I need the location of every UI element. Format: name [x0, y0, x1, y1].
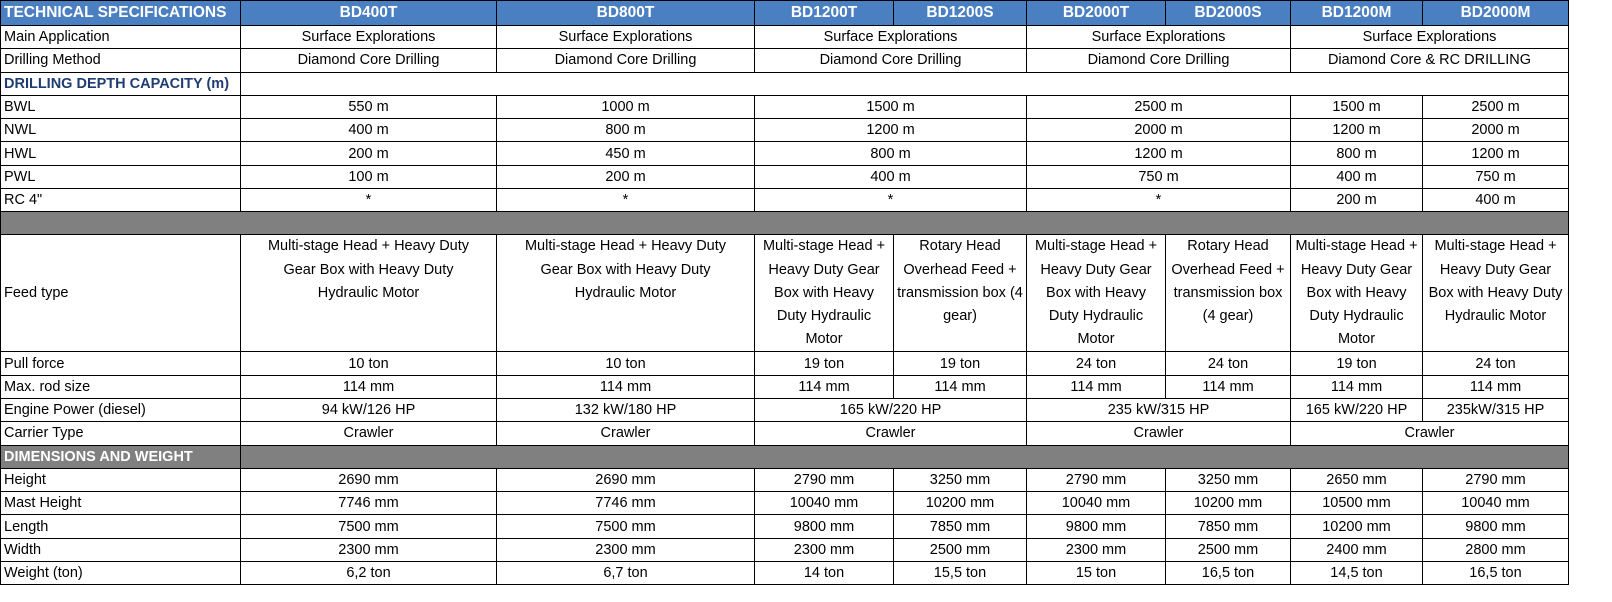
- table-cell: 10500 mm: [1291, 492, 1423, 515]
- section-title: DRILLING DEPTH CAPACITY (m): [1, 72, 241, 95]
- table-cell: Rotary Head Overhead Feed + transmission box (4 gear): [894, 235, 1027, 352]
- table-cell: 450 m: [497, 142, 755, 165]
- table-cell: 9800 mm: [755, 515, 894, 538]
- row-label: Weight (ton): [1, 562, 241, 585]
- table-cell: 2300 mm: [1027, 538, 1166, 561]
- table-cell: 750 m: [1423, 165, 1569, 188]
- model-header: BD2000M: [1423, 1, 1569, 26]
- table-cell: 2500 mm: [894, 538, 1027, 561]
- table-cell: 7500 mm: [241, 515, 497, 538]
- table-cell: 15,5 ton: [894, 562, 1027, 585]
- table-row: [1, 538, 1569, 561]
- table-cell: 2500 mm: [1166, 538, 1291, 561]
- section-fill: [241, 445, 1569, 468]
- table-cell: 1500 m: [1291, 95, 1423, 118]
- table-cell: 200 m: [497, 165, 755, 188]
- header-row: [1, 1, 1569, 26]
- table-row: [1, 189, 1569, 212]
- table-cell: 800 m: [1291, 142, 1423, 165]
- table-cell: Crawler: [1291, 422, 1569, 445]
- table-cell: 16,5 ton: [1423, 562, 1569, 585]
- table-cell: 9800 mm: [1423, 515, 1569, 538]
- row-label: Main Application: [1, 26, 241, 49]
- table-cell: 132 kW/180 HP: [497, 398, 755, 421]
- table-cell: 200 m: [1291, 189, 1423, 212]
- table-cell: 235 kW/315 HP: [1027, 398, 1291, 421]
- model-header: BD1200S: [894, 1, 1027, 26]
- row-label: Feed type: [1, 235, 241, 352]
- table-cell: 800 m: [755, 142, 1027, 165]
- table-cell: 114 mm: [755, 375, 894, 398]
- table-cell: 114 mm: [1291, 375, 1423, 398]
- table-row: [1, 352, 1569, 375]
- table-cell: 200 m: [241, 142, 497, 165]
- table-cell: 14,5 ton: [1291, 562, 1423, 585]
- table-cell: 400 m: [1291, 165, 1423, 188]
- row-label: Pull force: [1, 352, 241, 375]
- table-cell: 3250 mm: [894, 468, 1027, 491]
- table-row: [1, 95, 1569, 118]
- table-cell: 2000 m: [1027, 119, 1291, 142]
- divider-fill: [1, 212, 1569, 235]
- model-header: BD1200T: [755, 1, 894, 26]
- table-cell: 235kW/315 HP: [1423, 398, 1569, 421]
- table-cell: 10040 mm: [1027, 492, 1166, 515]
- model-header: BD800T: [497, 1, 755, 26]
- table-cell: Multi-stage Head + Heavy Duty Gear Box with Heavy Duty Hydraulic Motor: [497, 235, 755, 352]
- section-divider: [1, 212, 1569, 235]
- table-cell: Diamond Core Drilling: [497, 49, 755, 72]
- table-cell: Multi-stage Head + Heavy Duty Gear Box with Heavy Duty Hydraulic Motor: [241, 235, 497, 352]
- table-cell: *: [241, 189, 497, 212]
- table-cell: 114 mm: [894, 375, 1027, 398]
- row-label: RC 4": [1, 189, 241, 212]
- table-row: [1, 492, 1569, 515]
- table-cell: Multi-stage Head + Heavy Duty Gear Box with Heavy Duty Hydraulic Motor: [1027, 235, 1166, 352]
- table-cell: 16,5 ton: [1166, 562, 1291, 585]
- row-label: Width: [1, 538, 241, 561]
- table-cell: 19 ton: [755, 352, 894, 375]
- row-label: Carrier Type: [1, 422, 241, 445]
- model-header: BD2000T: [1027, 1, 1166, 26]
- table-cell: 10200 mm: [1291, 515, 1423, 538]
- table-cell: Surface Explorations: [241, 26, 497, 49]
- table-cell: 24 ton: [1027, 352, 1166, 375]
- table-cell: 1200 m: [1291, 119, 1423, 142]
- table-cell: 750 m: [1027, 165, 1291, 188]
- table-cell: 14 ton: [755, 562, 894, 585]
- table-cell: 6,7 ton: [497, 562, 755, 585]
- table-cell: *: [755, 189, 1027, 212]
- table-row: [1, 26, 1569, 49]
- table-cell: 2800 mm: [1423, 538, 1569, 561]
- table-cell: 2790 mm: [1423, 468, 1569, 491]
- table-row: [1, 562, 1569, 585]
- table-cell: 19 ton: [894, 352, 1027, 375]
- table-row: [1, 235, 1569, 352]
- section-fill: [241, 72, 1569, 95]
- table-cell: 114 mm: [497, 375, 755, 398]
- row-label: NWL: [1, 119, 241, 142]
- table-cell: Multi-stage Head + Heavy Duty Gear Box with Heavy Duty Hydraulic Motor: [1423, 235, 1569, 352]
- row-label: PWL: [1, 165, 241, 188]
- table-cell: 10040 mm: [755, 492, 894, 515]
- table-cell: Diamond Core Drilling: [755, 49, 1027, 72]
- table-cell: Crawler: [241, 422, 497, 445]
- table-cell: Surface Explorations: [755, 26, 1027, 49]
- table-row: [1, 49, 1569, 72]
- table-cell: 550 m: [241, 95, 497, 118]
- table-cell: 2500 m: [1027, 95, 1291, 118]
- table-cell: 10200 mm: [1166, 492, 1291, 515]
- row-label: Max. rod size: [1, 375, 241, 398]
- table-cell: 2300 mm: [241, 538, 497, 561]
- table-cell: 10040 mm: [1423, 492, 1569, 515]
- table-cell: 3250 mm: [1166, 468, 1291, 491]
- table-cell: 2690 mm: [497, 468, 755, 491]
- table-cell: Crawler: [755, 422, 1027, 445]
- model-header: BD400T: [241, 1, 497, 26]
- row-label: Length: [1, 515, 241, 538]
- section-row: [1, 445, 1569, 468]
- table-cell: Diamond Core Drilling: [241, 49, 497, 72]
- table-cell: 2000 m: [1423, 119, 1569, 142]
- table-row: [1, 468, 1569, 491]
- table-title: TECHNICAL SPECIFICATIONS: [1, 1, 241, 26]
- table-cell: 165 kW/220 HP: [755, 398, 1027, 421]
- row-label: Engine Power (diesel): [1, 398, 241, 421]
- table-cell: 114 mm: [1166, 375, 1291, 398]
- table-cell: 19 ton: [1291, 352, 1423, 375]
- row-label: BWL: [1, 95, 241, 118]
- table-cell: 400 m: [241, 119, 497, 142]
- table-cell: 24 ton: [1423, 352, 1569, 375]
- table-cell: Diamond Core & RC DRILLING: [1291, 49, 1569, 72]
- section-title: DIMENSIONS AND WEIGHT: [1, 445, 241, 468]
- table-cell: Crawler: [1027, 422, 1291, 445]
- table-row: [1, 375, 1569, 398]
- table-cell: 1200 m: [1423, 142, 1569, 165]
- table-cell: 7850 mm: [1166, 515, 1291, 538]
- table-cell: 1500 m: [755, 95, 1027, 118]
- table-cell: Surface Explorations: [1027, 26, 1291, 49]
- table-cell: Diamond Core Drilling: [1027, 49, 1291, 72]
- table-row: [1, 165, 1569, 188]
- table-cell: Surface Explorations: [497, 26, 755, 49]
- table-cell: 1200 m: [755, 119, 1027, 142]
- table-cell: 15 ton: [1027, 562, 1166, 585]
- table-cell: 7746 mm: [241, 492, 497, 515]
- row-label: Drilling Method: [1, 49, 241, 72]
- table-cell: Rotary Head Overhead Feed + transmission box (4 gear): [1166, 235, 1291, 352]
- table-cell: 2400 mm: [1291, 538, 1423, 561]
- model-header: BD2000S: [1166, 1, 1291, 26]
- model-header: BD1200M: [1291, 1, 1423, 26]
- table-row: [1, 142, 1569, 165]
- table-cell: 10 ton: [497, 352, 755, 375]
- table-cell: 2690 mm: [241, 468, 497, 491]
- table-cell: 114 mm: [1423, 375, 1569, 398]
- table-cell: 165 kW/220 HP: [1291, 398, 1423, 421]
- table-cell: 6,2 ton: [241, 562, 497, 585]
- row-label: Mast Height: [1, 492, 241, 515]
- table-cell: 10 ton: [241, 352, 497, 375]
- table-cell: Multi-stage Head + Heavy Duty Gear Box with Heavy Duty Hydraulic Motor: [1291, 235, 1423, 352]
- table-cell: 7850 mm: [894, 515, 1027, 538]
- table-cell: Crawler: [497, 422, 755, 445]
- table-cell: 400 m: [755, 165, 1027, 188]
- table-cell: *: [497, 189, 755, 212]
- table-cell: *: [1027, 189, 1291, 212]
- table-cell: 94 kW/126 HP: [241, 398, 497, 421]
- section-row: [1, 72, 1569, 95]
- table-cell: 2300 mm: [755, 538, 894, 561]
- table-cell: 24 ton: [1166, 352, 1291, 375]
- table-row: [1, 398, 1569, 421]
- table-cell: 114 mm: [1027, 375, 1166, 398]
- table-cell: 7500 mm: [497, 515, 755, 538]
- table-cell: 400 m: [1423, 189, 1569, 212]
- row-label: Height: [1, 468, 241, 491]
- table-row: [1, 119, 1569, 142]
- table-cell: 100 m: [241, 165, 497, 188]
- row-label: HWL: [1, 142, 241, 165]
- table-cell: 10200 mm: [894, 492, 1027, 515]
- table-cell: Surface Explorations: [1291, 26, 1569, 49]
- table-cell: 2790 mm: [1027, 468, 1166, 491]
- table-cell: 9800 mm: [1027, 515, 1166, 538]
- table-cell: Multi-stage Head + Heavy Duty Gear Box with Heavy Duty Hydraulic Motor: [755, 235, 894, 352]
- table-cell: 1000 m: [497, 95, 755, 118]
- table-cell: 2300 mm: [497, 538, 755, 561]
- table-cell: 2650 mm: [1291, 468, 1423, 491]
- table-cell: 114 mm: [241, 375, 497, 398]
- table-row: [1, 422, 1569, 445]
- table-cell: 2500 m: [1423, 95, 1569, 118]
- table-cell: 1200 m: [1027, 142, 1291, 165]
- table-cell: 2790 mm: [755, 468, 894, 491]
- table-row: [1, 515, 1569, 538]
- table-cell: 7746 mm: [497, 492, 755, 515]
- table-cell: 800 m: [497, 119, 755, 142]
